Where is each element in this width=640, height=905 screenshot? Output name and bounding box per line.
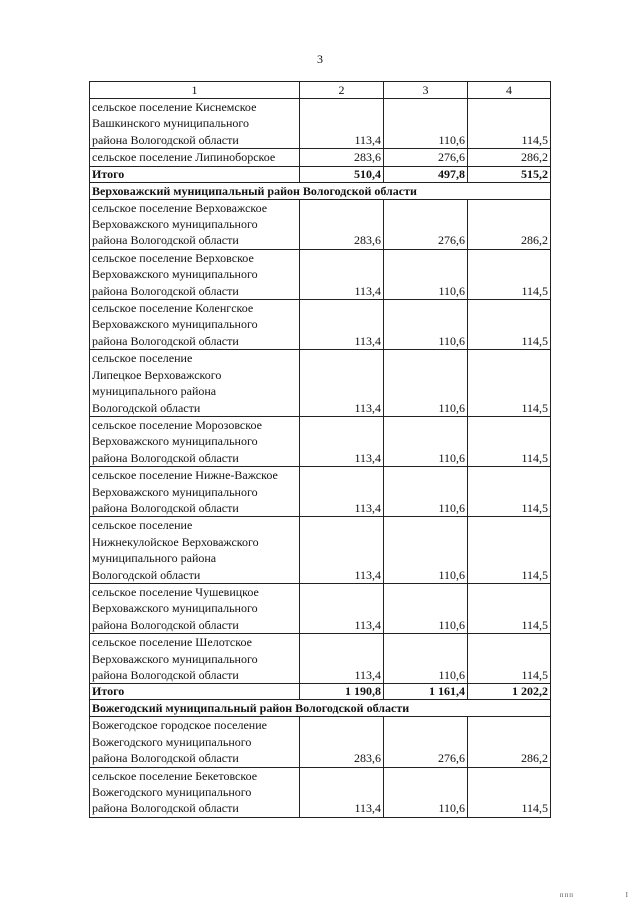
settlement-name bbox=[90, 717, 300, 767]
settlement-name bbox=[90, 767, 300, 817]
settlement-name bbox=[90, 249, 300, 299]
value-col-3: 110,6 bbox=[384, 300, 468, 350]
district-section-row bbox=[90, 182, 551, 199]
settlement-name-line: сельское поселение Верховажское bbox=[92, 200, 268, 215]
header-cell-1: 1 bbox=[90, 82, 300, 99]
value-col-4: 114,5 bbox=[468, 99, 551, 149]
district-name: Вожегодский муниципальный район Вологодской области bbox=[90, 700, 551, 717]
settlement-name-line: района Вологодской области bbox=[92, 233, 239, 248]
settlement-name-line: Верховажского муниципального bbox=[92, 434, 258, 449]
value-col-3: 276,6 bbox=[384, 149, 468, 166]
value-col-2: 113,4 bbox=[300, 517, 384, 584]
settlement-name-line: Нижнекулойское Верховажского bbox=[92, 534, 259, 549]
value-col-3: 110,6 bbox=[384, 249, 468, 299]
value-col-2: 283,6 bbox=[300, 717, 384, 767]
settlement-name-line: сельское поселение Коленгское bbox=[92, 301, 254, 316]
value-col-4: 286,2 bbox=[468, 199, 551, 249]
table-row bbox=[90, 767, 551, 817]
settlement-name-line: Вологодской области bbox=[92, 400, 201, 415]
value-col-3: 110,6 bbox=[384, 767, 468, 817]
value-col-3: 110,6 bbox=[384, 416, 468, 466]
value-col-4: 114,5 bbox=[468, 517, 551, 584]
value-col-3: 497,8 bbox=[384, 166, 468, 182]
table-header-row bbox=[90, 82, 551, 99]
value-col-3: 276,6 bbox=[384, 717, 468, 767]
table-row bbox=[90, 517, 551, 584]
value-col-4: 114,5 bbox=[468, 416, 551, 466]
value-col-3: 110,6 bbox=[384, 467, 468, 517]
settlement-name-line: сельское поселение bbox=[92, 518, 193, 533]
settlement-name bbox=[90, 467, 300, 517]
settlement-name-line: Вожегодского муниципального bbox=[92, 785, 252, 800]
value-col-2: 113,4 bbox=[300, 350, 384, 417]
settlement-name-line: района Вологодской области bbox=[92, 500, 239, 515]
value-col-2: 113,4 bbox=[300, 416, 384, 466]
total-label: Итого bbox=[90, 166, 300, 182]
total-row bbox=[90, 684, 551, 700]
settlement-name bbox=[90, 517, 300, 584]
settlement-name-line: района Вологодской области bbox=[92, 283, 239, 298]
value-col-2: 113,4 bbox=[300, 767, 384, 817]
footer-scan-mark: ппп bbox=[559, 891, 574, 899]
value-col-4: 114,5 bbox=[468, 767, 551, 817]
value-col-4: 114,5 bbox=[468, 249, 551, 299]
table-row bbox=[90, 249, 551, 299]
settlement-name bbox=[90, 300, 300, 350]
settlement-name-line: сельское поселение Нижне-Важское bbox=[92, 468, 278, 483]
footer-scan-mark-2: I bbox=[625, 891, 628, 899]
value-col-3: 110,6 bbox=[384, 350, 468, 417]
settlement-name-line: сельское поселение Липиноборское bbox=[92, 150, 276, 165]
settlement-name-line: сельское поселение bbox=[92, 351, 193, 366]
settlement-name-line: района Вологодской области bbox=[92, 751, 239, 766]
allocation-table bbox=[89, 81, 551, 818]
value-col-2: 113,4 bbox=[300, 99, 384, 149]
settlement-name bbox=[90, 416, 300, 466]
settlement-name-line: Вологодской области bbox=[92, 567, 201, 582]
settlement-name-line: сельское поселение Верховское bbox=[92, 250, 254, 265]
settlement-name-line: сельское поселение Киснемское bbox=[92, 100, 257, 114]
settlement-name-line: Верховажского муниципального bbox=[92, 317, 258, 332]
value-col-2: 113,4 bbox=[300, 249, 384, 299]
settlement-name bbox=[90, 350, 300, 417]
value-col-4: 114,5 bbox=[468, 634, 551, 684]
settlement-name-line: района Вологодской области bbox=[92, 333, 239, 348]
value-col-2: 1 190,8 bbox=[300, 684, 384, 700]
table-row bbox=[90, 717, 551, 767]
settlement-name-line: сельское поселение Бекетовское bbox=[92, 768, 258, 783]
settlement-name-line: сельское поселение Шелотское bbox=[92, 635, 252, 650]
header-cell-4: 4 bbox=[468, 82, 551, 99]
settlement-name-line: района Вологодской области bbox=[92, 801, 239, 816]
settlement-name bbox=[90, 99, 300, 149]
value-col-3: 110,6 bbox=[384, 583, 468, 633]
table-row bbox=[90, 416, 551, 466]
settlement-name-line: Вожегодского муниципального bbox=[92, 734, 252, 749]
settlement-name-line: муниципального района bbox=[92, 384, 217, 399]
settlement-name bbox=[90, 583, 300, 633]
value-col-4: 114,5 bbox=[468, 583, 551, 633]
page-number: 3 bbox=[317, 52, 323, 66]
table-row bbox=[90, 634, 551, 684]
table-row bbox=[90, 350, 551, 417]
settlement-name-line: Верховажского муниципального bbox=[92, 601, 258, 616]
table-row bbox=[90, 300, 551, 350]
value-col-4: 114,5 bbox=[468, 467, 551, 517]
value-col-4: 114,5 bbox=[468, 300, 551, 350]
value-col-3: 276,6 bbox=[384, 199, 468, 249]
settlement-name-line: Липецкое Верховажского bbox=[92, 367, 222, 382]
value-col-2: 113,4 bbox=[300, 634, 384, 684]
settlement-name-line: Вожегодское городское поселение bbox=[92, 718, 267, 733]
value-col-2: 510,4 bbox=[300, 166, 384, 182]
settlement-name bbox=[90, 634, 300, 684]
settlement-name-line: района Вологодской области bbox=[92, 668, 239, 682]
settlement-name bbox=[90, 149, 300, 166]
table-row bbox=[90, 467, 551, 517]
value-col-4: 286,2 bbox=[468, 717, 551, 767]
value-col-4: 515,2 bbox=[468, 166, 551, 182]
table-row bbox=[90, 149, 551, 166]
value-col-3: 1 161,4 bbox=[384, 684, 468, 700]
table-row bbox=[90, 199, 551, 249]
value-col-2: 113,4 bbox=[300, 300, 384, 350]
settlement-name-line: сельское поселение Морозовское bbox=[92, 417, 262, 432]
header-cell-2: 2 bbox=[300, 82, 384, 99]
value-col-3: 110,6 bbox=[384, 634, 468, 684]
table-row bbox=[90, 583, 551, 633]
total-row bbox=[90, 166, 551, 182]
settlement-name-line: Верховажского муниципального bbox=[92, 651, 258, 666]
settlement-name-line: Верховажского муниципального bbox=[92, 217, 258, 232]
value-col-4: 286,2 bbox=[468, 149, 551, 166]
table-body bbox=[90, 82, 551, 818]
value-col-4: 1 202,2 bbox=[468, 684, 551, 700]
settlement-name-line: района Вологодской области bbox=[92, 132, 239, 147]
settlement-name-line: Верховажского муниципального bbox=[92, 484, 258, 499]
value-col-2: 283,6 bbox=[300, 149, 384, 166]
settlement-name-line: сельское поселение Чушевицкое bbox=[92, 584, 259, 599]
value-col-2: 113,4 bbox=[300, 467, 384, 517]
value-col-2: 113,4 bbox=[300, 583, 384, 633]
header-cell-3: 3 bbox=[384, 82, 468, 99]
settlement-name-line: Вашкинского муниципального bbox=[92, 116, 250, 131]
value-col-3: 110,6 bbox=[384, 517, 468, 584]
total-label: Итого bbox=[90, 684, 300, 700]
district-section-row bbox=[90, 700, 551, 717]
settlement-name bbox=[90, 199, 300, 249]
value-col-3: 110,6 bbox=[384, 99, 468, 149]
value-col-2: 283,6 bbox=[300, 199, 384, 249]
value-col-4: 114,5 bbox=[468, 350, 551, 417]
table-row bbox=[90, 99, 551, 149]
settlement-name-line: Верховажского муниципального bbox=[92, 267, 258, 282]
settlement-name-line: района Вологодской области bbox=[92, 450, 239, 465]
settlement-name-line: муниципального района bbox=[92, 551, 217, 566]
district-name: Верховажский муниципальный район Вологодской области bbox=[90, 182, 551, 199]
settlement-name-line: района Вологодской области bbox=[92, 617, 239, 632]
